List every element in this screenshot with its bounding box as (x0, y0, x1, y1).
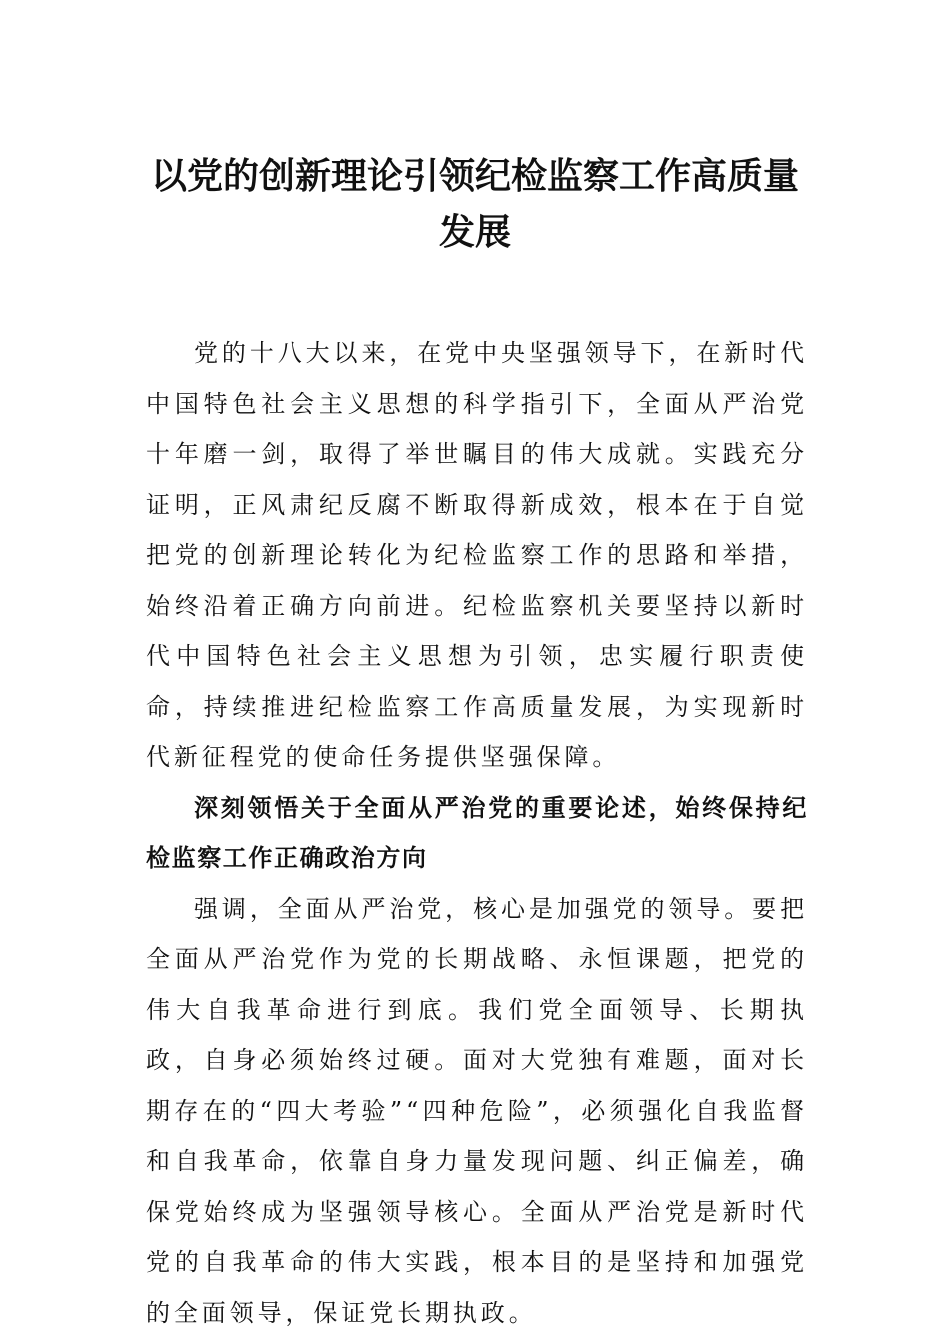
intro-paragraph: 党的十八大以来，在党中央坚强领导下，在新时代中国特色社会主义思想的科学指引下，全面从严治党十年磨一剑，取得了举世瞩目的伟大成就。实践充分证明，正风肃纪反腐不断取得新成效，根本在于自觉把党的创新理论转化为纪检监察工作的思路和举措，始终沿着正确方向前进。纪检监察机关要坚持以新时代中国特色社会主义思想为引领，忠实履行职责使命，持续推进纪检监察工作高质量发展，为实现新时代新征程党的使命任务提供坚强保障。 (146, 339, 808, 771)
section-paragraph: 强调，全面从严治党，核心是加强党的领导。要把全面从严治党作为党的长期战略、永恒课题，把党的伟大自我革命进行到底。我们党全面领导、长期执政，自身必须始终过硬。面对大党独有难题，面对长期存在的“四大考验”“四种危险”，必须强化自我监督和自我革命，依靠自身力量发现问题、纠正偏差，确保党始终成为坚强领导核心。全面从严治党是新时代党的自我革命的伟大实践，根本目的是坚持和加强党的全面领导，保证党长期执政。 (146, 894, 808, 1327)
section-heading: 深刻领悟关于全面从严治党的重要论述，始终保持纪检监察工作正确政治方向 (146, 793, 808, 872)
document-title: 以党的创新理论引领纪检监察工作高质量发展 (150, 155, 799, 253)
document-body (146, 328, 808, 1338)
